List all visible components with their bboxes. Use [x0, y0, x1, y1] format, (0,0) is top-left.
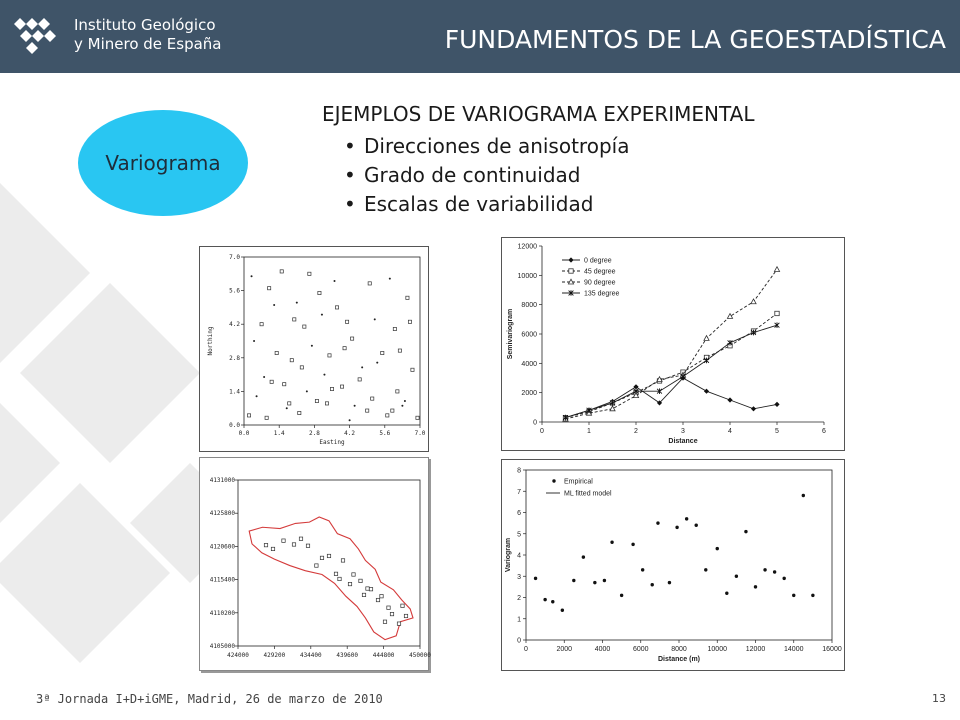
bullet-list: [344, 132, 629, 219]
x-axis-label: Distance: [668, 438, 698, 445]
sample-point: [341, 559, 344, 562]
sample-point: [283, 383, 286, 386]
organization-name: [74, 16, 222, 54]
x-tick-label: 6: [822, 428, 826, 435]
header-bar: [0, 0, 960, 73]
empirical-point: [792, 594, 795, 597]
sample-point: [308, 272, 311, 275]
x-tick-label: 8000: [671, 646, 687, 653]
sample-point: [359, 579, 362, 582]
sample-point: [393, 327, 396, 330]
x-tick-label: 1.4: [273, 430, 285, 437]
map-frame: [238, 480, 420, 646]
bullet-item: [344, 132, 629, 161]
series-point: [727, 397, 732, 402]
empirical-point: [572, 579, 575, 582]
x-tick-label: 2: [634, 428, 638, 435]
y-tick-label: 7.0: [229, 254, 240, 261]
series-point: [704, 336, 709, 341]
sample-point: [376, 598, 379, 601]
empirical-point: [551, 600, 554, 603]
directional-variogram-panel: [501, 237, 845, 451]
empirical-point: [603, 579, 606, 582]
empirical-point: [620, 594, 623, 597]
empirical-point: [631, 543, 634, 546]
section-subtitle: EJEMPLOS DE VARIOGRAMA EXPERIMENTAL: [322, 102, 755, 126]
sample-point: [270, 380, 273, 383]
sample-point: [253, 340, 255, 342]
sample-point: [351, 337, 354, 340]
x-tick-label: 6000: [632, 646, 649, 653]
empirical-point: [811, 594, 814, 597]
y-tick-label: 8: [517, 467, 521, 475]
variograma-badge-label: Variograma: [105, 151, 221, 175]
empirical-variogram-panel: [501, 459, 845, 671]
y-tick-label: 4105000: [209, 643, 235, 650]
empirical-point: [641, 568, 644, 571]
x-tick-label: 0: [524, 646, 528, 653]
sample-point: [268, 287, 271, 290]
plot-frame: [244, 257, 420, 425]
x-tick-label: 10000: [707, 646, 727, 653]
bullet-item: [344, 190, 629, 219]
sample-point: [296, 302, 298, 304]
sample-point: [318, 291, 321, 294]
series-point: [727, 314, 732, 319]
sample-point: [306, 390, 308, 392]
empirical-point: [802, 494, 805, 497]
y-axis-label: Semivariogram: [507, 308, 514, 360]
sample-point: [311, 345, 313, 347]
legend-label: ML fitted model: [564, 490, 612, 498]
sample-point: [401, 604, 404, 607]
x-tick-label: 444800: [372, 652, 395, 659]
x-tick-label: 439600: [336, 652, 359, 659]
y-tick-label: 8000: [521, 302, 537, 310]
sample-point: [299, 537, 302, 540]
sample-point: [411, 368, 414, 371]
y-tick-label: 4125800: [209, 510, 235, 518]
empirical-point: [534, 577, 537, 580]
empirical-point: [716, 547, 719, 550]
x-tick-label: 4000: [594, 646, 611, 653]
sample-point: [371, 397, 374, 400]
x-tick-label: 4: [728, 428, 732, 435]
sample-point: [366, 587, 369, 590]
sample-point: [273, 304, 275, 306]
series-point: [774, 402, 779, 407]
empirical-point: [773, 570, 776, 573]
x-tick-label: 429200: [263, 652, 286, 659]
x-tick-label: 14000: [784, 646, 804, 653]
y-tick-label: 4.2: [229, 321, 240, 329]
sample-point: [390, 612, 393, 615]
series-point: [728, 340, 733, 346]
empirical-point: [561, 609, 564, 612]
series-point: [775, 311, 779, 315]
y-tick-label: 6: [517, 510, 521, 517]
x-tick-label: 5.6: [379, 430, 391, 437]
empirical-point: [610, 541, 613, 544]
y-tick-label: 4110200: [209, 609, 235, 617]
sample-point: [298, 411, 301, 414]
sample-point: [275, 351, 278, 354]
legend-label: 135 degree: [584, 290, 620, 298]
sample-point: [366, 409, 369, 412]
x-tick-label: 12000: [745, 646, 766, 653]
x-tick-label: 434400: [299, 652, 322, 659]
series-point: [610, 406, 615, 411]
legend-label: Empirical: [564, 478, 593, 486]
legend-marker: [569, 269, 573, 273]
empirical-point: [543, 598, 546, 601]
sample-point: [401, 405, 403, 407]
sample-point: [381, 351, 384, 354]
series-point: [774, 267, 779, 272]
x-tick-label: 0.0: [238, 430, 250, 437]
sample-point: [303, 325, 306, 328]
y-tick-label: 2.8: [229, 354, 240, 362]
sample-point: [398, 349, 401, 352]
sample-point: [408, 320, 411, 323]
sample-point: [300, 366, 303, 369]
empirical-point: [582, 555, 585, 558]
footer-event: 3ª Jornada I+D+iGME, Madrid, 26 de marzo de 2010: [36, 692, 383, 706]
sample-point: [397, 622, 400, 625]
sample-point: [387, 606, 390, 609]
sample-point: [306, 544, 309, 547]
sample-point: [265, 416, 268, 419]
y-tick-label: 5.6: [229, 287, 240, 295]
empirical-point: [735, 575, 738, 578]
directional-variogram-chart: [502, 238, 844, 450]
sample-point: [282, 539, 285, 542]
sample-point: [354, 405, 356, 407]
series-point: [751, 406, 756, 411]
legend-label: 45 degree: [584, 268, 616, 276]
sample-point: [358, 378, 361, 381]
sample-point: [349, 419, 351, 421]
x-tick-label: 3: [681, 428, 685, 435]
sample-point: [416, 416, 419, 419]
empirical-point: [651, 583, 654, 586]
sample-point: [335, 306, 338, 309]
bullet-marker: •: [344, 163, 356, 187]
sample-point: [263, 376, 265, 378]
slide-title: FUNDAMENTOS DE LA GEOESTADÍSTICA: [444, 25, 946, 54]
x-axis-label: Distance (m): [657, 656, 701, 663]
igme-logo-icon: [14, 14, 66, 56]
y-tick-label: 4131000: [209, 477, 235, 484]
empirical-point: [763, 568, 766, 571]
series-point: [751, 299, 756, 304]
sample-point: [380, 595, 383, 598]
bullet-item: [344, 161, 629, 190]
sample-point: [406, 296, 409, 299]
x-tick-label: 424000: [227, 652, 249, 659]
y-tick-label: 1: [517, 616, 521, 624]
sample-point: [251, 275, 253, 277]
sample-point: [352, 573, 355, 576]
x-tick-label: 1: [587, 428, 591, 435]
empirical-point: [675, 526, 678, 529]
legend-label: 0 degree: [584, 257, 612, 265]
y-tick-label: 0.0: [229, 422, 240, 429]
sample-point: [391, 409, 394, 412]
sample-point: [368, 282, 371, 285]
x-tick-label: 4.2: [344, 430, 356, 437]
y-axis-label: Variogram: [505, 537, 512, 573]
sample-map-panel: [199, 246, 429, 452]
x-tick-label: 7.0: [414, 430, 426, 437]
empirical-point: [685, 517, 688, 520]
sample-point: [256, 395, 258, 397]
sample-point: [345, 320, 348, 323]
sample-point: [374, 318, 376, 320]
sample-point: [404, 614, 407, 617]
organization-line-1: Instituto Geológico: [74, 16, 216, 34]
empirical-point: [782, 577, 785, 580]
sample-point: [288, 402, 291, 405]
sample-point: [334, 280, 336, 282]
page-number: 13: [932, 692, 946, 705]
sample-point: [327, 554, 330, 557]
sample-point: [389, 278, 391, 280]
sample-point: [343, 347, 346, 350]
study-area-map-panel: [199, 457, 429, 671]
y-axis-label: Northing: [207, 326, 214, 356]
sample-point: [315, 399, 318, 402]
sample-point: [264, 543, 267, 546]
series-point: [775, 322, 780, 328]
empirical-point: [754, 585, 757, 588]
sample-point: [247, 414, 250, 417]
variograma-badge: [78, 110, 248, 216]
x-tick-label: 16000: [822, 646, 842, 653]
x-tick-label: 5: [775, 428, 779, 435]
empirical-point: [704, 568, 707, 571]
legend-label: 90 degree: [584, 279, 616, 287]
y-tick-label: 2000: [521, 390, 537, 398]
y-tick-label: 6000: [521, 331, 537, 339]
sample-point: [330, 387, 333, 390]
legend-marker: [568, 257, 573, 262]
series-line: [566, 325, 778, 417]
y-tick-label: 0: [533, 419, 537, 427]
empirical-point: [744, 530, 747, 533]
x-tick-label: 2.8: [308, 430, 320, 437]
x-tick-label: 2000: [556, 646, 573, 653]
y-tick-label: 4115400: [209, 576, 235, 584]
x-axis-label: Easting: [319, 439, 345, 446]
y-tick-label: 4000: [521, 360, 537, 368]
sample-point: [292, 543, 295, 546]
sample-point: [290, 359, 293, 362]
organization-line-2: y Minero de España: [74, 35, 222, 53]
study-area-boundary: [249, 517, 413, 640]
sample-point: [386, 414, 389, 417]
sample-point: [396, 390, 399, 393]
sample-point: [280, 270, 283, 273]
sample-point: [361, 366, 363, 368]
empirical-point: [695, 524, 698, 527]
y-tick-label: 5: [517, 531, 521, 539]
sample-point: [293, 318, 296, 321]
y-tick-label: 1.4: [229, 388, 240, 396]
y-tick-label: 4: [517, 552, 521, 560]
y-tick-label: 2: [517, 595, 521, 602]
empirical-point: [725, 592, 728, 595]
sample-point: [338, 577, 341, 580]
y-tick-label: 10000: [517, 272, 537, 280]
study-area-map: [200, 458, 431, 670]
y-tick-label: 3: [517, 573, 521, 581]
empirical-point: [668, 581, 671, 584]
bullet-text: Direcciones de anisotropía: [364, 134, 630, 158]
sample-point: [334, 572, 337, 575]
x-tick-label: 450000: [409, 652, 431, 659]
sample-point: [315, 564, 318, 567]
empirical-point: [656, 521, 659, 524]
x-tick-label: 0: [540, 428, 544, 435]
y-tick-label: 0: [517, 637, 521, 645]
sample-point: [348, 582, 351, 585]
sample-point: [325, 402, 328, 405]
y-tick-label: 12000: [517, 243, 537, 251]
empirical-variogram-chart: [502, 460, 844, 670]
bullet-marker: •: [344, 192, 356, 216]
bullet-marker: •: [344, 134, 356, 158]
y-tick-label: 4120600: [209, 543, 235, 551]
sample-point: [362, 593, 365, 596]
sample-point: [369, 587, 372, 590]
empirical-point: [593, 581, 596, 584]
legend-marker: [552, 479, 555, 482]
bullet-text: Grado de continuidad: [364, 163, 581, 187]
sample-point: [321, 314, 323, 316]
sample-point: [383, 620, 386, 623]
sample-point: [340, 385, 343, 388]
sample-point: [271, 547, 274, 550]
sample-point: [286, 407, 288, 409]
y-tick-label: 7: [517, 488, 521, 496]
sample-location-plot: [200, 247, 428, 451]
sample-point: [376, 362, 378, 364]
series-line: [566, 313, 778, 417]
sample-point: [328, 354, 331, 357]
sample-point: [404, 400, 406, 402]
bullet-text: Escalas de variabilidad: [364, 192, 594, 216]
sample-point: [260, 323, 263, 326]
sample-point: [320, 556, 323, 559]
series-point: [704, 358, 709, 364]
sample-point: [323, 374, 325, 376]
series-point: [704, 389, 709, 394]
